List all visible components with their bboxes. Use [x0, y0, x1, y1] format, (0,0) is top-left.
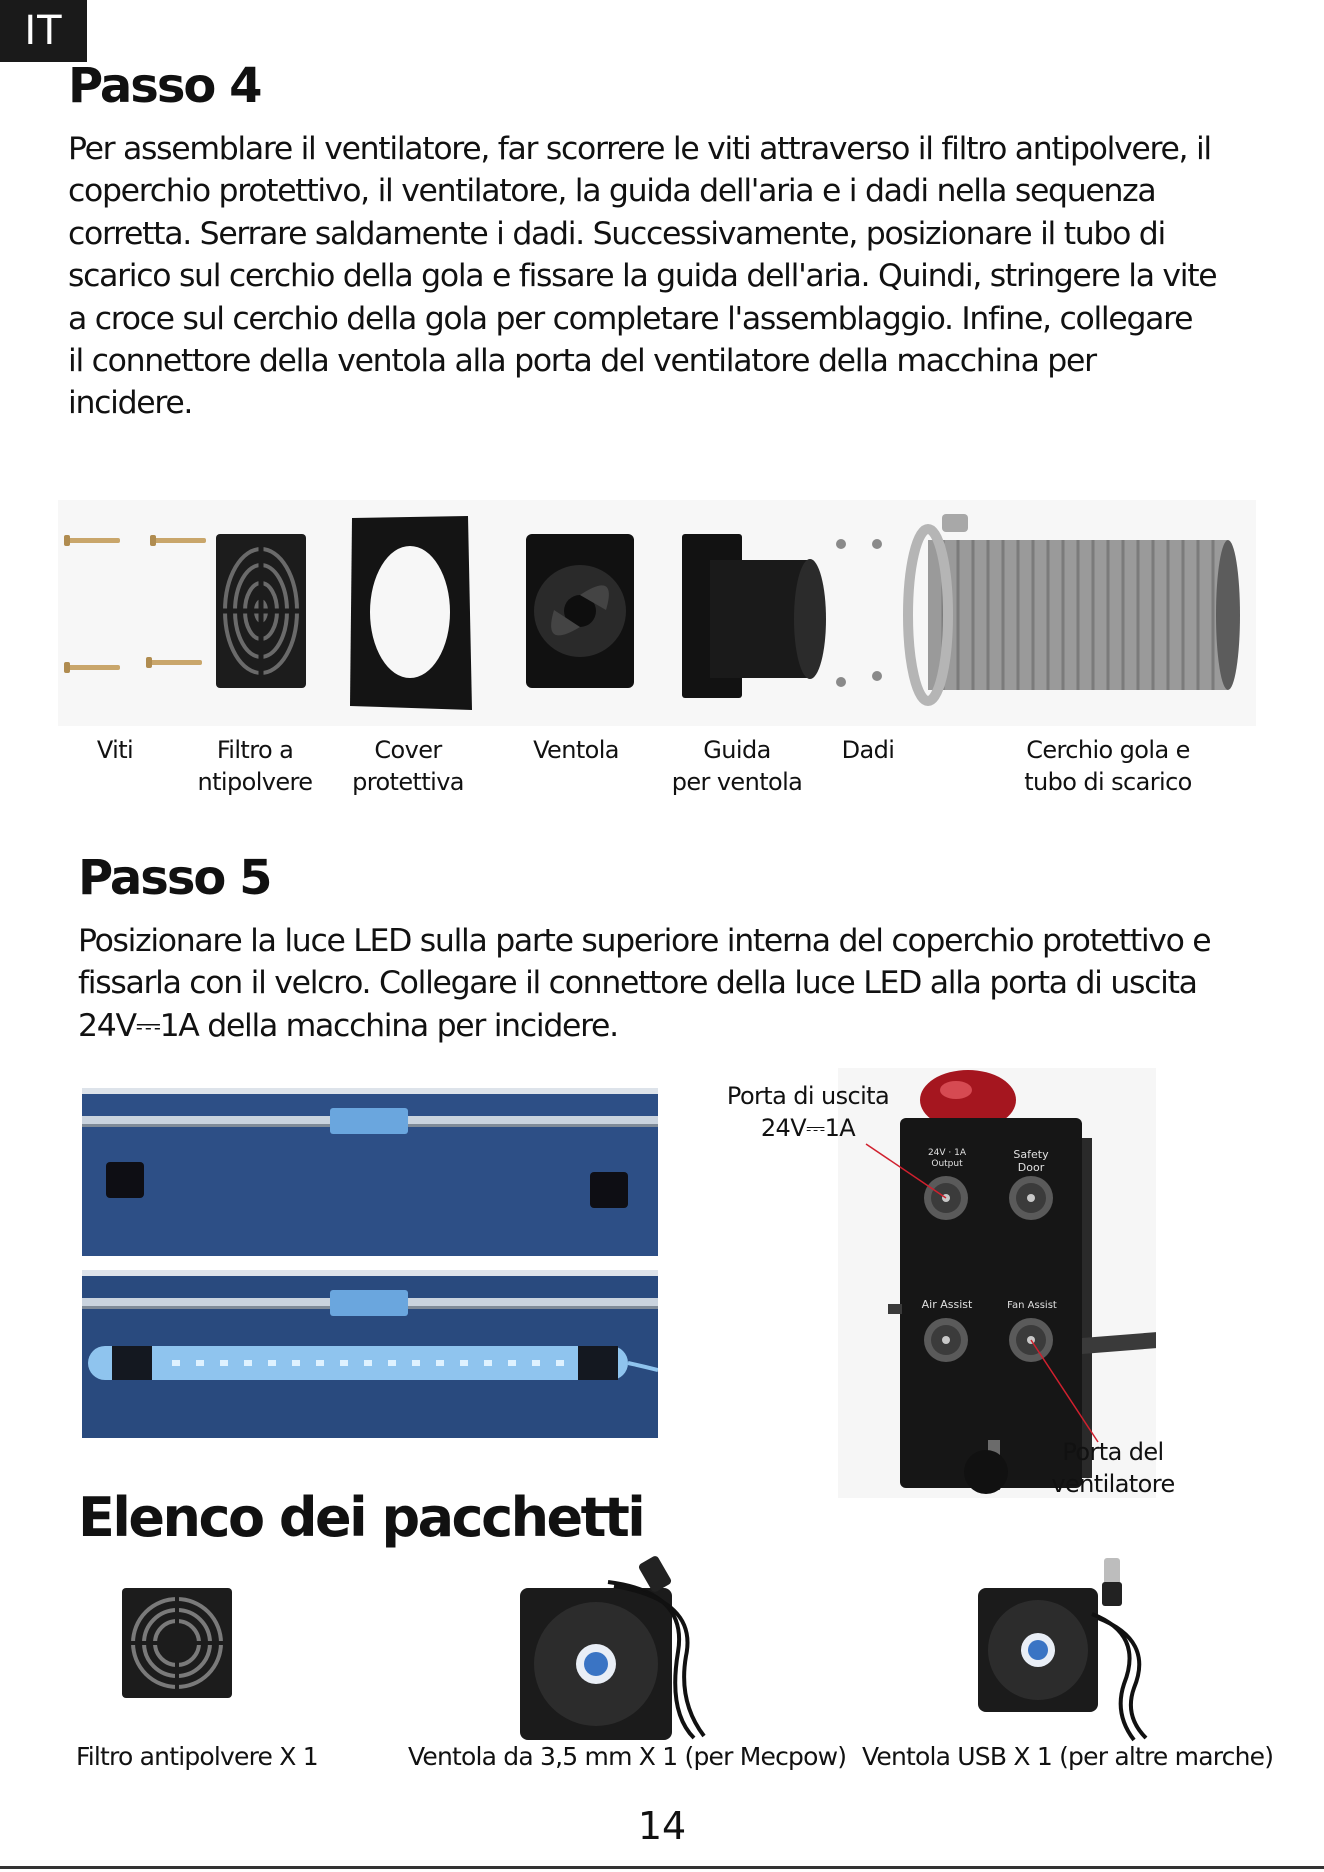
package-item-label: Ventola USB X 1 (per altre marche) [862, 1742, 1274, 1771]
callout-output-port [712, 1080, 904, 1144]
package-list-title: Elenco dei pacchetti [78, 1486, 644, 1549]
callout-line: ventilatore [1051, 1470, 1175, 1498]
part-caption-line: Cerchio gola e [1026, 736, 1190, 764]
step4-title: Passo 4 [68, 58, 261, 114]
part-caption-line: per ventola [671, 768, 803, 796]
package-item-label: Ventola da 3,5 mm X 1 (per Mecpow) [408, 1742, 847, 1771]
package-fan-35mm-image [518, 1552, 718, 1742]
step4-line: coperchio protettivo, il ventilatore, la guida dell'aria e i dadi nella sequenza [68, 173, 1156, 210]
callout-line: 24V⎓1A [760, 1114, 856, 1142]
panel-label-output: 24V · 1A Output [927, 1148, 967, 1169]
callout-line: Porta di uscita [726, 1082, 890, 1110]
panel-label-fan: Fan Assist [1007, 1300, 1057, 1311]
callout-line: Porta del [1062, 1438, 1164, 1466]
language-badge: IT [0, 0, 87, 62]
step5-line: 24V⎓1A della macchina per incidere. [78, 1007, 618, 1044]
step4-line: Per assemblare il ventilatore, far scorrere le viti attraverso il filtro antipolvere, il [68, 131, 1211, 167]
part-caption-line: tubo di scarico [1024, 768, 1192, 796]
step4-line: scarico sul cerchio della gola e fissare la guida dell'aria. Quindi, stringere la vite [68, 258, 1217, 295]
part-caption-line: protettiva [352, 768, 464, 796]
step4-line: corretta. Serrare saldamente i dadi. Successivamente, posizionare il tubo di [68, 215, 1165, 252]
part-caption-line: Ventola [533, 736, 619, 764]
step4-line: il connettore della ventola alla porta del ventilatore della macchina per [68, 343, 1096, 380]
panel-label-safety: Safety Door [1013, 1148, 1049, 1174]
step4-line: incidere. [68, 385, 193, 422]
bottom-rule [0, 1866, 1324, 1869]
step5-line: Posizionare la luce LED sulla parte superiore interna del coperchio protettivo e [78, 923, 1211, 959]
step5-title: Passo 5 [78, 850, 271, 906]
part-caption-line: Viti [96, 736, 134, 764]
part-caption-line: Cover [374, 736, 442, 764]
part-caption-line: Filtro a [216, 736, 294, 764]
callout-fan-port [1036, 1436, 1190, 1500]
package-item-label: Filtro antipolvere X 1 [76, 1742, 318, 1771]
part-caption-line: Dadi [841, 736, 895, 764]
package-usb-fan-image [974, 1554, 1174, 1744]
step5-line: fissarla con il velcro. Collegare il connettore della luce LED alla porta di uscita [78, 965, 1197, 1002]
part-caption-line: ntipolvere [197, 768, 313, 796]
package-dust-filter-image [122, 1588, 232, 1698]
panel-label-air: Air Assist [921, 1298, 973, 1311]
part-caption-line: Guida [703, 736, 771, 764]
step4-line: a croce sul cerchio della gola per completare l'assemblaggio. Infine, collegare [68, 300, 1193, 337]
page-number: 14 [637, 1804, 687, 1848]
